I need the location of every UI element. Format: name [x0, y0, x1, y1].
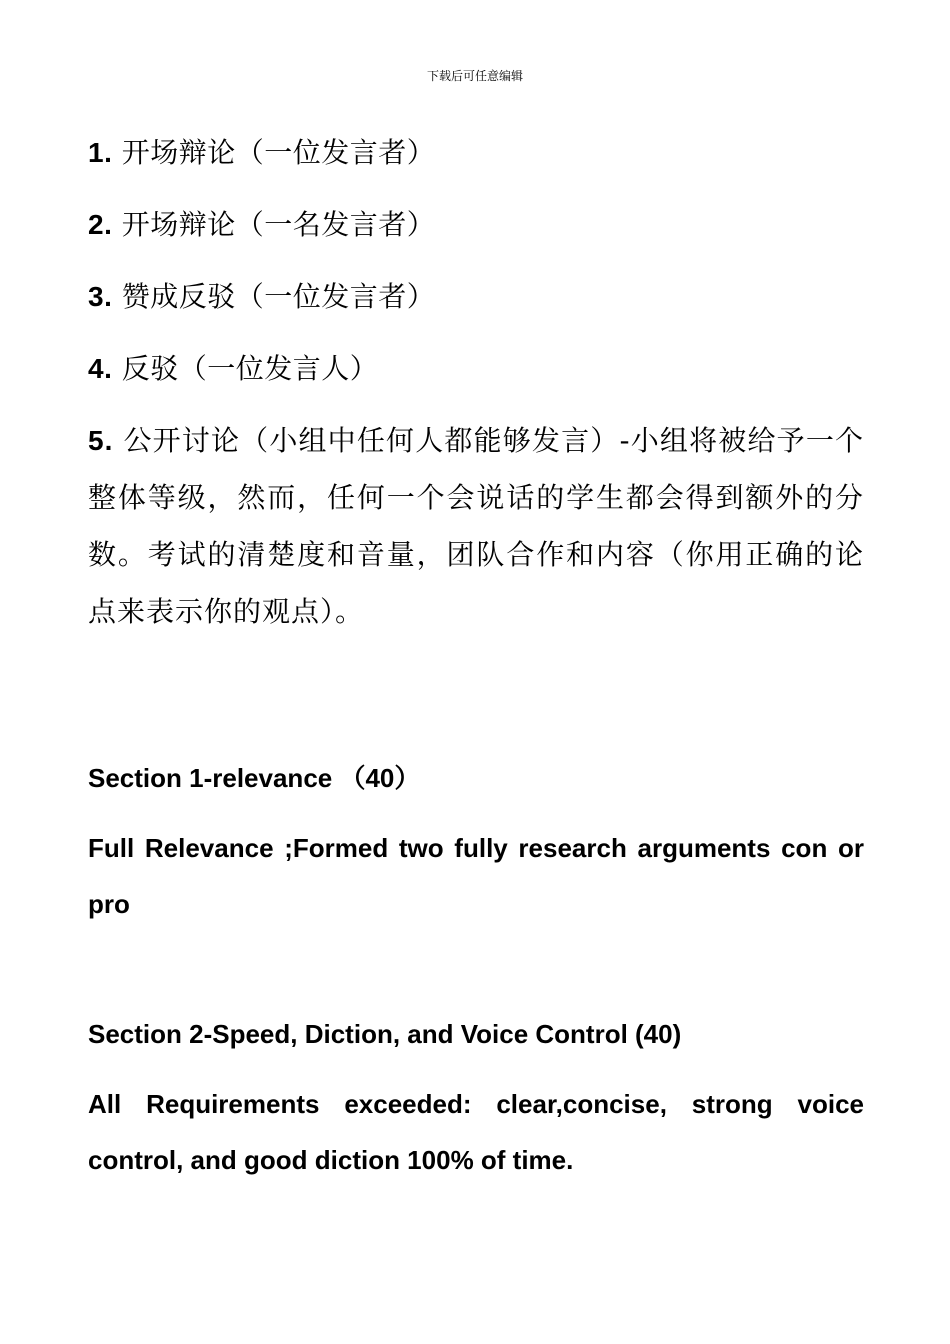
item-text: 反驳（一位发言人）: [112, 352, 379, 385]
list-item-4: [88, 340, 864, 398]
document-body: [88, 124, 864, 1202]
item-number: 4.: [88, 353, 113, 384]
list-item-5: [88, 412, 864, 640]
list-item-3: [88, 268, 864, 326]
section-1-heading: Section 1-relevance （40）: [88, 763, 421, 793]
page-header: 下载后可任意编辑: [426, 69, 523, 83]
item-text: 开场辩论（一位发言者）: [112, 136, 436, 169]
item-number: 3.: [88, 281, 113, 312]
section-2-heading: Section 2-Speed, Diction, and Voice Control (40): [88, 1019, 682, 1049]
spacer: [88, 654, 864, 750]
spacer: [88, 946, 864, 1006]
item-text: 公开讨论（小组中任何人都能够发言）-小组将被给予一个整体等级，然而，任何一个会说话的学生都会得到额外的分数。考试的清楚度和音量，团队合作和内容（你用正确的论点来表示你的观点）。: [88, 424, 864, 628]
item-number: 5.: [88, 425, 114, 456]
list-item-2: [88, 196, 864, 254]
item-number: 2.: [88, 209, 113, 240]
item-text: 开场辩论（一名发言者）: [112, 208, 436, 241]
section-2-body: All Requirements exceeded: clear,concise, strong voice control, and good diction 100% of time.: [88, 1089, 864, 1175]
item-text: 赞成反驳（一位发言者）: [112, 280, 436, 313]
item-number: 1.: [88, 137, 113, 168]
section-1-body: Full Relevance ;Formed two fully research arguments con or pro: [88, 833, 864, 919]
list-item-1: [88, 124, 864, 182]
